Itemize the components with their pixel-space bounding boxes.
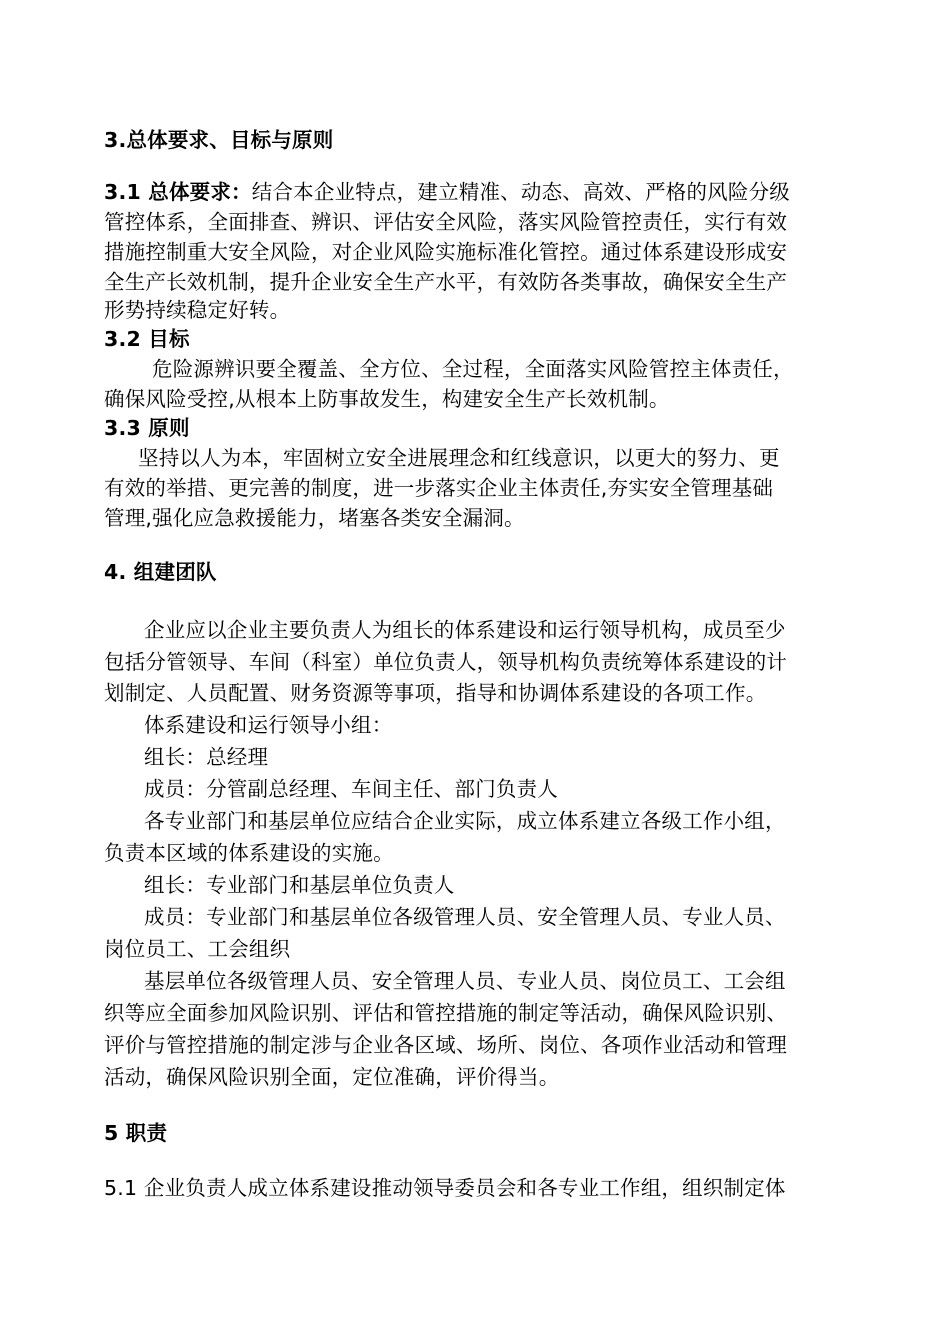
section-3-3-line: 坚持以人为本，牢固树立安全进展理念和红线意识，以更大的努力、更 [138,446,780,470]
section-4-line: 基层单位各级管理人员、安全管理人员、专业人员、岗位员工、工会组 [144,969,786,993]
section-4-line: 岗位员工、工会组织 [104,937,291,961]
section-4-line: 织等应全面参加风险识别、评估和管控措施的制定等活动，确保风险识别、 [104,1001,788,1025]
section-4-line: 成员：分管副总经理、车间主任、部门负责人 [144,777,558,801]
section-4-line: 体系建设和运行领导小组： [144,713,393,737]
section-4-line: 成员：专业部门和基层单位各级管理人员、安全管理人员、专业人员、 [144,905,786,929]
section-3-3-line: 管理,强化应急救援能力，堵塞各类安全漏洞。 [104,506,525,530]
section-4-line: 各专业部门和基层单位应结合企业实际，成立体系建立各级工作小组， [144,809,786,833]
section-3-3-heading: 3.3 原则 [104,416,190,440]
section-3-heading: 3.总体要求、目标与原则 [104,128,334,152]
section-4-line: 包括分管领导、车间（科室）单位负责人，领导机构负责统筹体系建设的计 [104,650,788,674]
section-4-line: 组长：专业部门和基层单位负责人 [144,873,455,897]
section-4-line: 划制定、人员配置、财务资源等事项，指导和协调体系建设的各项工作。 [104,681,767,705]
section-3-1-line: 全生产长效机制，提升企业安全生产水平，有效防各类事故，确保安全生产 [104,270,788,294]
section-3-2-line: 确保风险受控,从根本上防事故发生，构建安全生产长效机制。 [104,387,670,411]
section-4-line: 负责本区域的体系建设的实施。 [104,841,394,865]
section-4-line: 活动，确保风险识别全面，定位准确，评价得当。 [104,1065,560,1089]
section-4-line: 组长：总经理 [144,745,269,769]
section-3-2-line: 危险源辨识要全覆盖、全方位、全过程，全面落实风险管控主体责任， [152,357,794,381]
section-3-1-line: 措施控制重大安全风险，对企业风险实施标准化管控。通过体系建设形成安 [104,240,788,264]
section-5-1-line: 5.1 企业负责人成立体系建设推动领导委员会和各专业工作组，组织制定体 [104,1176,786,1200]
section-3-2-heading: 3.2 目标 [104,327,190,351]
section-4-line: 企业应以企业主要负责人为组长的体系建设和运行领导机构，成员至少 [144,618,786,642]
section-4-heading: 4. 组建团队 [104,560,217,584]
section-3-1-text: 结合本企业特点，建立精准、动态、高效、严格的风险分级 [251,180,790,204]
section-3-3-line: 有效的举措、更完善的制度，进一步落实企业主体责任,夯实安全管理基础 [104,476,774,500]
section-5-heading: 5 职责 [104,1121,168,1145]
section-4-line: 评价与管控措施的制定涉与企业各区域、场所、岗位、各项作业活动和管理 [104,1033,788,1057]
section-3-1-line: 管控体系，全面排查、辨识、评估安全风险，落实风险管控责任，实行有效 [104,210,788,234]
section-3-1-label: 3.1 总体要求： [104,180,252,204]
section-3-1-line: 形势持续稳定好转。 [104,298,291,322]
section-3-1-first-line [104,177,790,207]
